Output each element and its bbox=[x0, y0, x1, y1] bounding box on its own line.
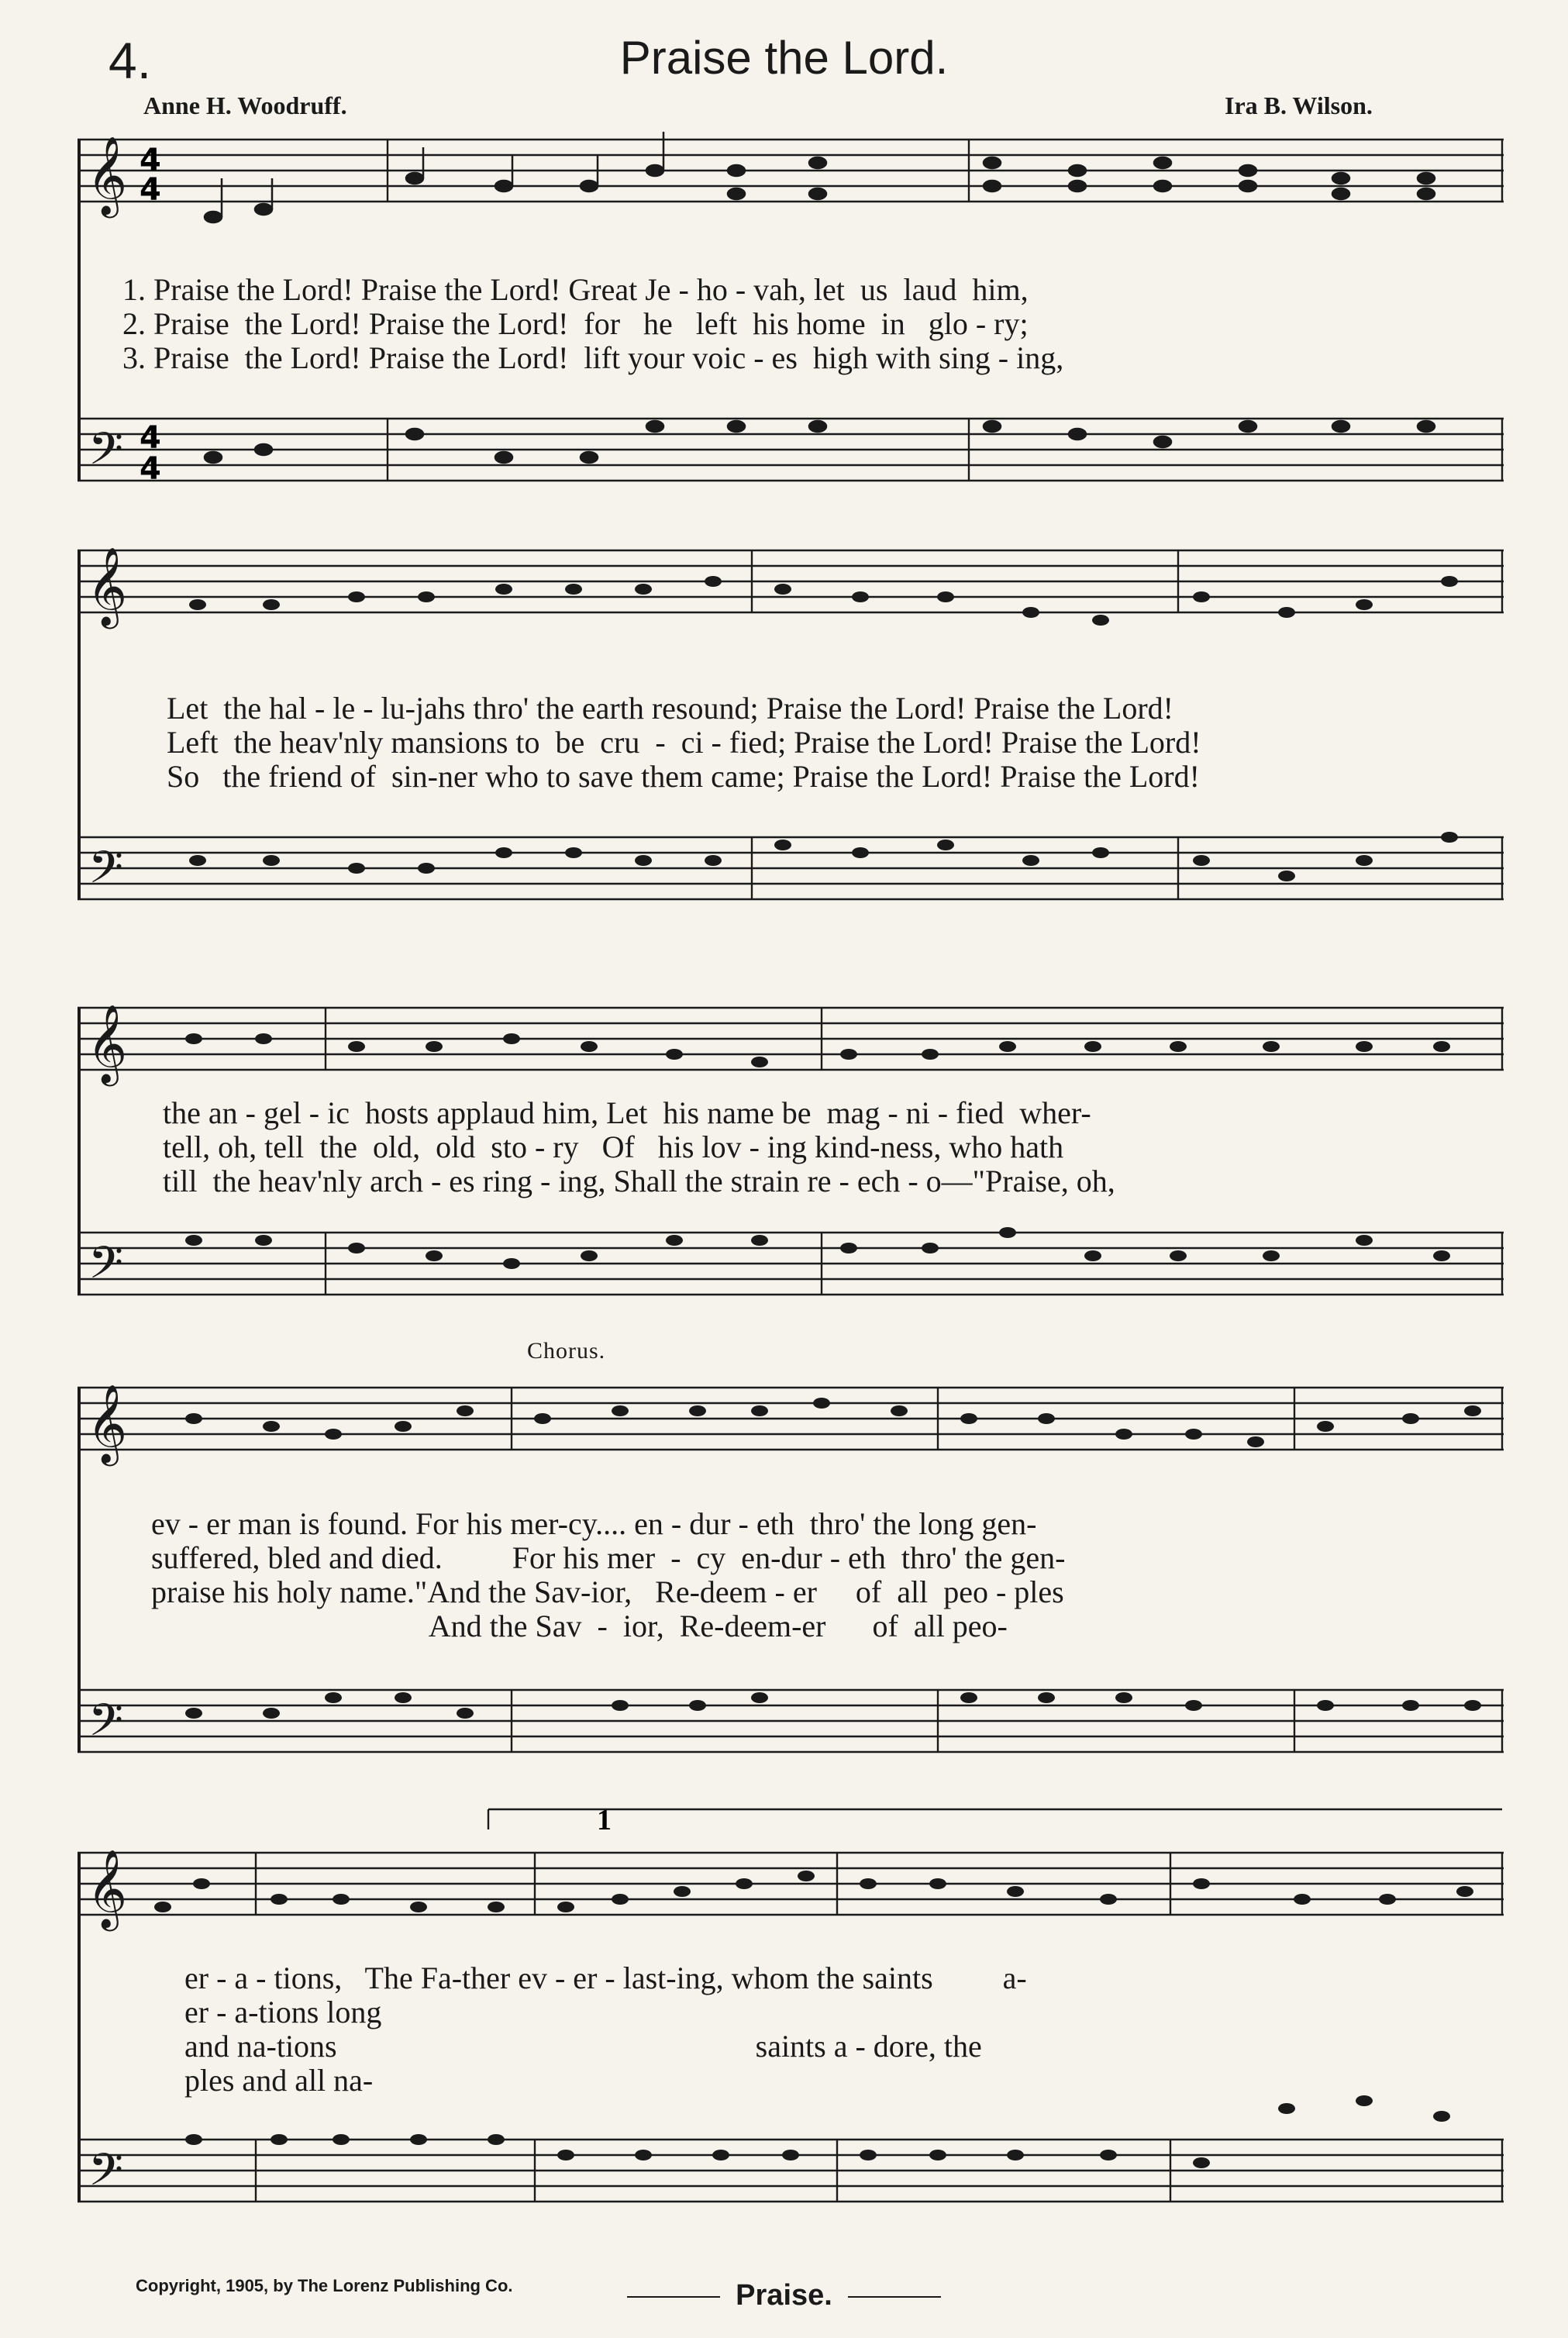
treble-clef-icon: 𝄞 bbox=[87, 135, 128, 215]
chorus-lyrics-line-1: er - a - tions, The Fa-ther ev - er - last-ing, whom the saints a- bbox=[184, 1960, 1027, 1995]
chorus-lyrics-line-3: praise his holy name."And the Sav-ior, Re-deem - er of all peo - ples bbox=[151, 1574, 1064, 1609]
footer-label: Praise. bbox=[736, 2279, 832, 2312]
composer-credit: Ira B. Wilson. bbox=[1225, 91, 1373, 119]
treble-clef-icon: 𝄞 bbox=[87, 1383, 128, 1463]
bass-clef-icon: 𝄢 bbox=[88, 1694, 124, 1757]
verse-1-lyrics: 1. Praise the Lord! Praise the Lord! Great Je - ho - vah, let us laud him, bbox=[122, 272, 1029, 307]
chorus-lyrics-line-4: ples and all na- bbox=[184, 2063, 374, 2098]
chorus-lyrics-line-2: er - a-tions long bbox=[184, 1995, 382, 2029]
footer-rule-right bbox=[848, 2296, 941, 2298]
chorus-lyrics-line-4: And the Sav - ior, Re-deem-er of all peo- bbox=[151, 1609, 1008, 1643]
lyricist-credit: Anne H. Woodruff. bbox=[143, 91, 347, 119]
bass-clef-icon: 𝄢 bbox=[88, 2143, 124, 2207]
verse-1-lyrics: the an - gel - ic hosts applaud him, Let his name be mag - ni - fied wher- bbox=[163, 1095, 1091, 1130]
hymn-number: 4. bbox=[109, 32, 152, 89]
chorus-label: Chorus. bbox=[527, 1338, 606, 1364]
page-footer bbox=[0, 2279, 1568, 2312]
verse-2-lyrics: Left the heav'nly mansions to be cru - ci - fied; Praise the Lord! Praise the Lord! bbox=[167, 725, 1201, 760]
verse-3-lyrics: So the friend of sin-ner who to save them came; Praise the Lord! Praise the Lord! bbox=[167, 759, 1200, 794]
bass-clef-icon: 𝄢 bbox=[88, 1236, 124, 1300]
time-signature-bottom: 4 bbox=[140, 451, 161, 487]
verse-3-lyrics: till the heav'nly arch - es ring - ing, Shall the strain re - ech - o—"Praise, oh, bbox=[163, 1164, 1115, 1198]
footer-rule-left bbox=[627, 2296, 720, 2298]
time-signature-bottom: 4 bbox=[140, 172, 161, 208]
time-signature-top: 4 bbox=[140, 420, 161, 456]
verse-3-lyrics: 3. Praise the Lord! Praise the Lord! lift your voic - es high with sing - ing, bbox=[122, 340, 1064, 375]
bass-clef-icon: 𝄢 bbox=[88, 841, 124, 905]
chorus-lyrics-line-1: ev - er man is found. For his mer-cy.... en - dur - eth thro' the long gen- bbox=[151, 1506, 1037, 1541]
verse-2-lyrics: 2. Praise the Lord! Praise the Lord! for he left his home in glo - ry; bbox=[122, 306, 1029, 341]
hymn-title: Praise the Lord. bbox=[619, 32, 949, 84]
copyright-notice: Copyright, 1905, by The Lorenz Publishing Co. bbox=[136, 2276, 513, 2295]
chorus-lyrics-line-2: suffered, bled and died. For his mer - cy en-dur - eth thro' the gen- bbox=[151, 1540, 1066, 1575]
treble-clef-icon: 𝄞 bbox=[87, 1848, 128, 1928]
time-signature-top: 4 bbox=[140, 143, 161, 178]
treble-clef-icon: 𝄞 bbox=[87, 546, 128, 626]
verse-1-lyrics: Let the hal - le - lu-jahs thro' the earth resound; Praise the Lord! Praise the Lord! bbox=[167, 691, 1174, 726]
first-ending-number: 1 bbox=[597, 1804, 612, 1836]
chorus-lyrics-line-3: and na-tions saints a - dore, the bbox=[184, 2029, 982, 2064]
treble-clef-icon: 𝄞 bbox=[87, 1003, 128, 1083]
bass-clef-icon: 𝄢 bbox=[88, 422, 124, 486]
verse-2-lyrics: tell, oh, tell the old, old sto - ry Of his lov - ing kind-ness, who hath bbox=[163, 1129, 1064, 1164]
